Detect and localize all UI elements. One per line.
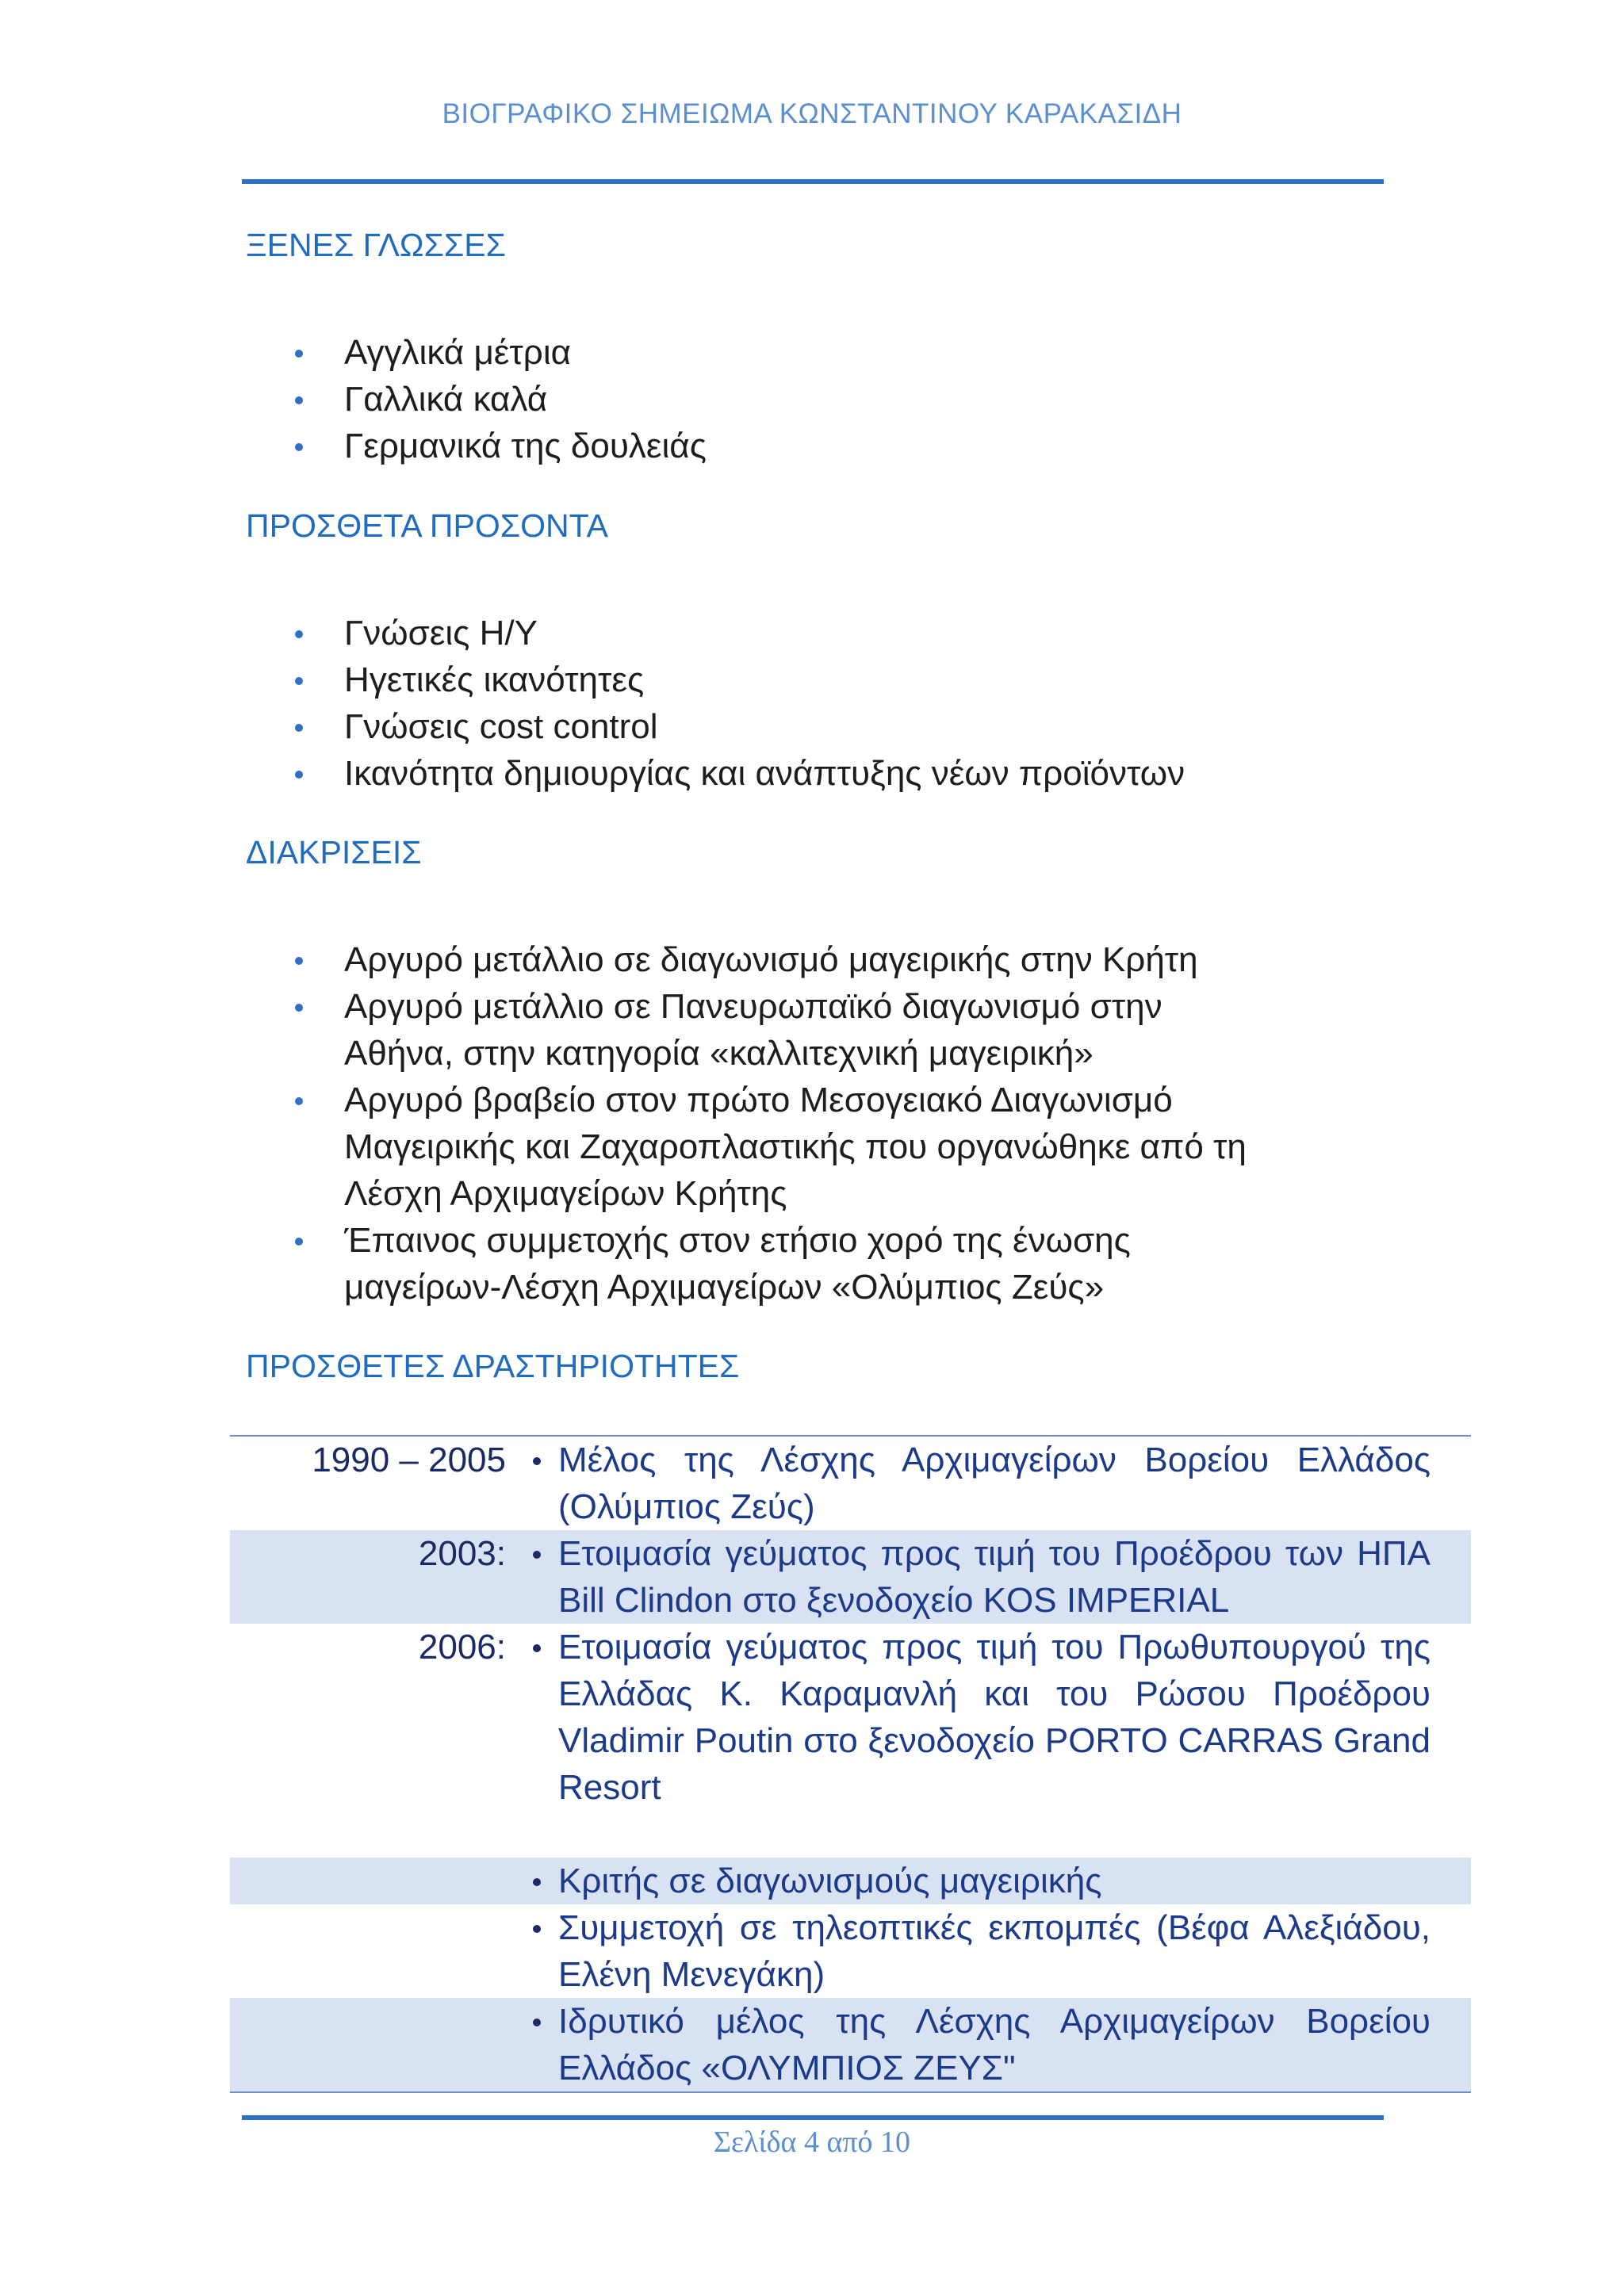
table-row: [230, 1998, 1471, 2091]
activities-section: [246, 1348, 1459, 1385]
bullet-icon: [512, 1624, 558, 1670]
header-rule: [242, 179, 1384, 184]
extra-skills-list: [246, 610, 1459, 797]
list-item: Ηγετικές ικανότητες: [246, 656, 1459, 703]
bullet-icon: [295, 771, 303, 779]
activities-table: [230, 1435, 1471, 2093]
languages-heading: ΞΕΝΕΣ ΓΛΩΣΣΕΣ: [246, 227, 506, 263]
languages-section: [246, 227, 1459, 469]
list-item: Αργυρό μετάλλιο σε Πανευρωπαϊκό διαγωνισμό στην Αθήνα, στην κατηγορία «καλλιτεχνική μαγειρική»: [246, 983, 1272, 1077]
list-item: Γερμανικά της δουλειάς: [246, 423, 1459, 469]
list-item: Γνώσεις cost control: [246, 703, 1459, 750]
table-row: [230, 1904, 1471, 1998]
bullet-icon: [295, 724, 303, 732]
table-row: [230, 1624, 1471, 1811]
bullet-icon: [512, 1530, 558, 1577]
bullet-icon: [295, 957, 303, 965]
bullet-icon: [295, 443, 303, 451]
awards-heading: ΔΙΑΚΡΙΣΕΙΣ: [246, 834, 422, 871]
table-row: [230, 1437, 1471, 1530]
list-item: Γαλλικά καλά: [246, 376, 1459, 423]
table-row: [230, 1858, 1471, 1904]
bullet-icon: [295, 1238, 303, 1246]
page-number: Σελίδα 4 από 10: [713, 2126, 911, 2159]
activity-text: Συμμετοχή σε τηλεοπτικές εκπομπές (Βέφα Αλεξιάδου, Ελένη Μενεγάκη): [558, 1908, 1431, 1994]
list-item: Αργυρό μετάλλιο σε διαγωνισμό μαγειρικής στην Κρήτη: [246, 936, 1411, 983]
activity-text: Κριτής σε διαγωνισμούς μαγειρικής: [558, 1862, 1102, 1900]
extra-skills-section: [246, 507, 1459, 797]
bullet-icon: [295, 677, 303, 685]
list-item: Έπαινος συμμετοχής στον ετήσιο χορό της ένωσης μαγείρων-Λέσχη Αρχιμαγείρων «Ολύμπιος Ζεύς»: [246, 1217, 1272, 1311]
languages-list: [246, 329, 1459, 469]
activity-year: 1990 – 2005: [312, 1441, 506, 1479]
activity-text: Μέλος της Λέσχης Αρχιμαγείρων Βορείου Ελλάδος (Ολύμπιος Ζεύς): [558, 1441, 1431, 1526]
list-item: Ικανότητα δημιουργίας και ανάπτυξης νέων προϊόντων: [246, 750, 1459, 797]
bullet-icon: [512, 1904, 558, 1951]
table-row: [230, 1530, 1471, 1624]
activities-heading: ΠΡΟΣΘΕΤΕΣ ΔΡΑΣΤΗΡΙΟΤΗΤΕΣ: [246, 1348, 740, 1384]
bullet-icon: [295, 396, 303, 404]
awards-list: [246, 936, 1411, 1311]
activity-text: Ιδρυτικό μέλος της Λέσχης Αρχιμαγείρων Βορείου Ελλάδος «ΟΛΥΜΠΙΟΣ ΖΕΥΣ": [558, 2002, 1431, 2087]
list-item: Γνώσεις Η/Υ: [246, 610, 1459, 656]
bullet-icon: [295, 630, 303, 638]
extra-skills-heading: ΠΡΟΣΘΕΤΑ ΠΡΟΣΟΝΤΑ: [246, 507, 608, 544]
bullet-icon: [512, 1437, 558, 1483]
activity-year: 2006:: [418, 1628, 506, 1667]
bullet-icon: [512, 1858, 558, 1904]
awards-section: [246, 834, 1459, 1311]
activity-text: Ετοιμασία γεύματος προς τιμή του Προέδρου των ΗΠΑ Bill Clindon στο ξενοδοχείο KOS IMPERIAL: [558, 1534, 1431, 1620]
list-item: Αγγλικά μέτρια: [246, 329, 1459, 376]
activity-year: 2003:: [418, 1534, 506, 1573]
bullet-icon: [295, 1097, 303, 1105]
activity-text: Ετοιμασία γεύματος προς τιμή του Πρωθυπουργού της Ελλάδας Κ. Καραμανλή και του Ρώσου Προέδρου Vladimir Poutin στο ξενοδοχείο PORTO CARRAS Grand Resort: [558, 1628, 1431, 1807]
footer-rule: [242, 2115, 1384, 2120]
table-spacer-row: [230, 1811, 1471, 1858]
bullet-icon: [295, 1004, 303, 1012]
list-item: Αργυρό βραβείο στον πρώτο Μεσογειακό Διαγωνισμό Μαγειρικής και Ζαχαροπλαστικής που οργανώθηκε από τη Λέσχη Αρχιμαγείρων Κρήτης: [246, 1077, 1320, 1217]
page-header-title: ΒΙΟΓΡΑΦΙΚΟ ΣΗΜΕΙΩΜΑ ΚΩΝΣΤΑΝΤΙΝΟΥ ΚΑΡΑΚΑΣΙΔΗ: [442, 98, 1182, 129]
bullet-icon: [512, 1998, 558, 2045]
bullet-icon: [295, 350, 303, 358]
